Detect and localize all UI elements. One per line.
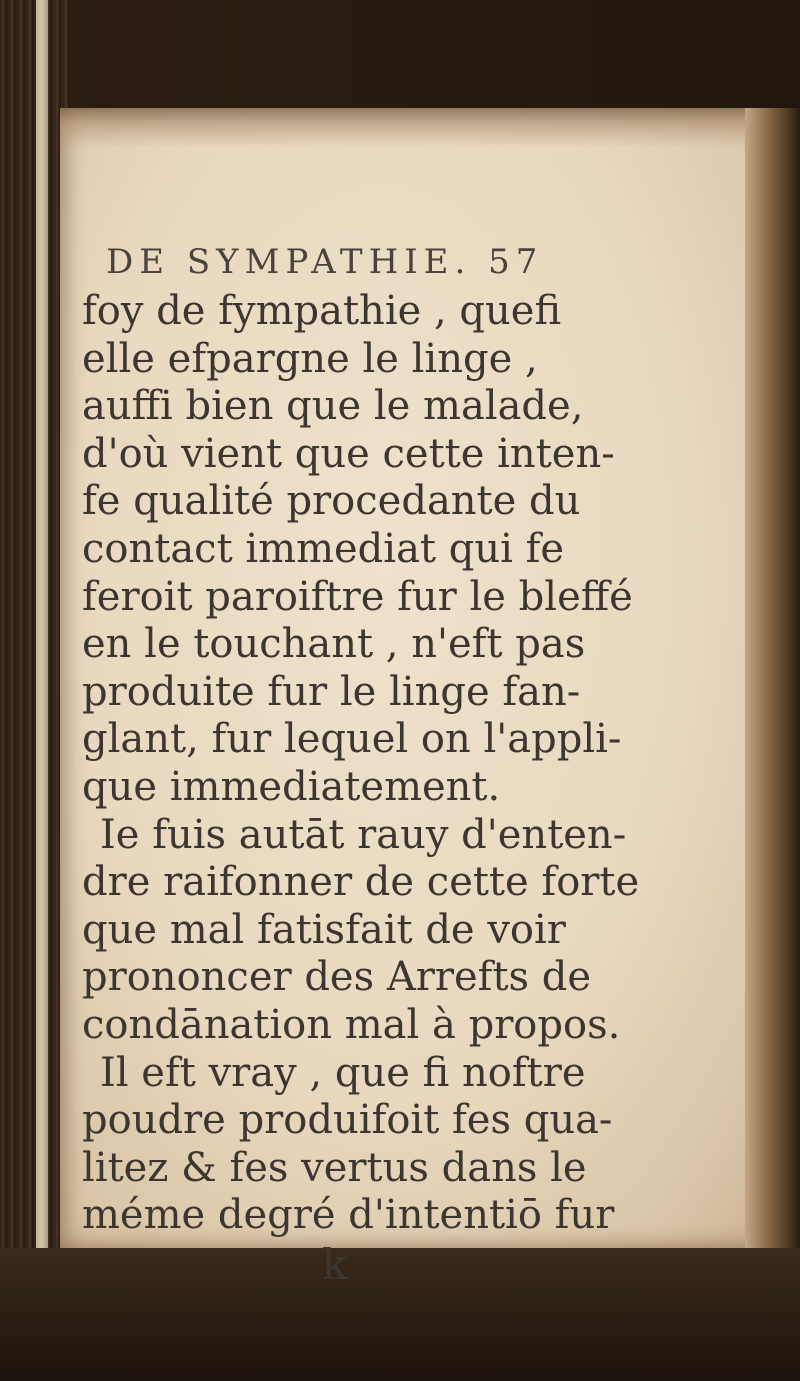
text-line: poudre produifoit fes qua- <box>82 1097 613 1144</box>
text-line: foy de fympathie , quefi <box>82 288 562 334</box>
signature-mark: k <box>322 1239 348 1289</box>
text-line: que mal fatisfait de voir <box>82 906 566 953</box>
page-text <box>82 236 722 1290</box>
text-line: glant, fur lequel on l'appli- <box>82 716 622 763</box>
text-line: méme degré d'intentiō fur <box>82 1192 615 1239</box>
text-line: litez & fes vertus dans le <box>82 1144 587 1191</box>
text-line: prononcer des Arrefts de <box>82 954 592 1001</box>
text-line: contact immediat qui fe <box>82 525 565 572</box>
text-line: en le touchant , n'eft pas <box>82 621 586 668</box>
text-line: que immediatement. <box>82 763 501 810</box>
text-line: dre raifonner de cette forte <box>82 859 640 906</box>
text-line: auffi bien que le malade, <box>82 383 584 430</box>
page-right-edge <box>745 108 800 1268</box>
text-line: d'où vient que cette inten- <box>82 430 615 477</box>
paragraph-start-line: Ie fuis autāt rauy d'enten- <box>100 811 627 858</box>
text-line: condānation mal à propos. <box>82 1001 621 1048</box>
paragraph-start-line: Il eft vray , que fi noftre <box>100 1049 586 1096</box>
text-line: fe qualité procedante du <box>82 478 581 525</box>
text-line: elle efpargne le linge , <box>82 335 538 382</box>
text-line: feroit paroiftre fur le bleffé <box>82 573 633 620</box>
page-stack-edge <box>36 0 48 1381</box>
page-top-shadow <box>60 108 780 148</box>
text-line: produite fur le linge fan- <box>82 668 581 715</box>
running-head: DE SYMPATHIE. 57 <box>106 242 544 282</box>
